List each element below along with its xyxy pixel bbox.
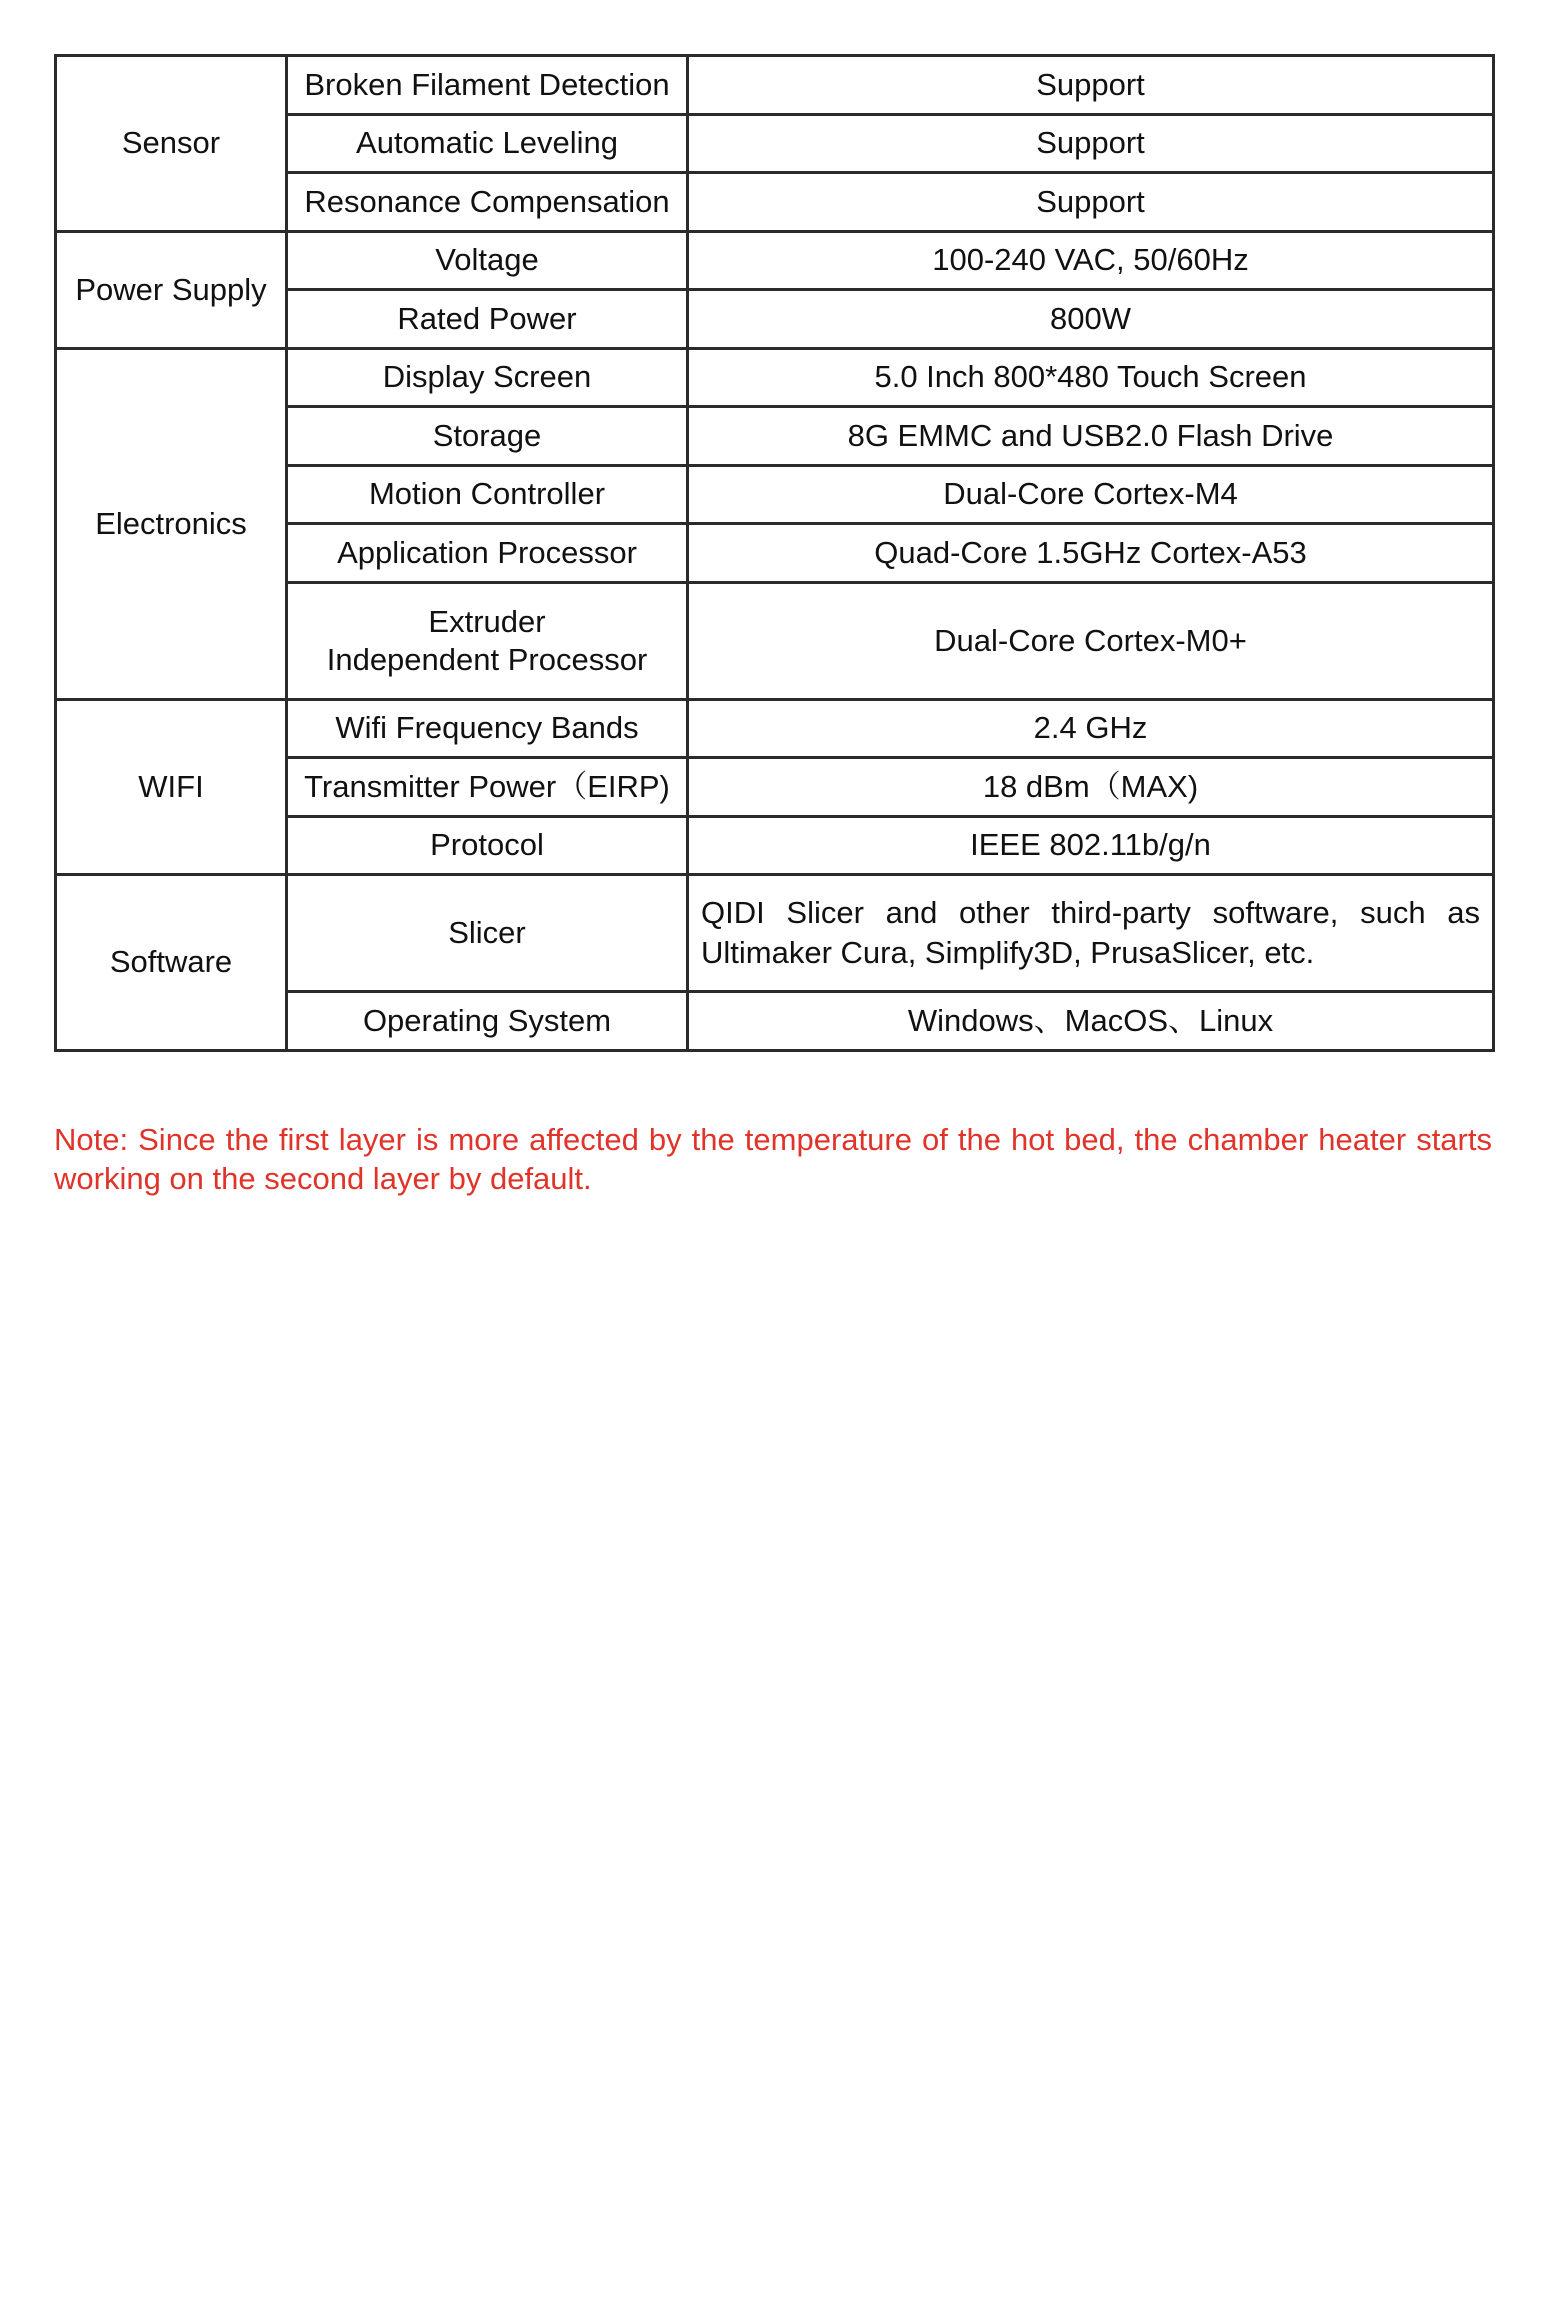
value-display-screen: 5.0 Inch 800*480 Touch Screen xyxy=(688,348,1494,407)
value-broken-filament: Support xyxy=(688,56,1494,115)
table-row xyxy=(56,348,1494,407)
label-display-screen: Display Screen xyxy=(287,348,688,407)
footnote: Note: Since the first layer is more affected by the temperature of the hot bed, the chamber heater starts working on the second layer by default. xyxy=(54,1122,1492,1196)
label-motion-controller: Motion Controller xyxy=(287,465,688,524)
group-electronics: Electronics xyxy=(56,348,287,699)
label-broken-filament: Broken Filament Detection xyxy=(287,56,688,115)
value-rated-power: 800W xyxy=(688,290,1494,349)
label-app-processor: Application Processor xyxy=(287,524,688,583)
value-app-processor: Quad-Core 1.5GHz Cortex-A53 xyxy=(688,524,1494,583)
label-slicer: Slicer xyxy=(287,875,688,992)
label-extruder-processor xyxy=(287,582,688,699)
label-resonance: Resonance Compensation xyxy=(287,173,688,232)
group-power-supply: Power Supply xyxy=(56,231,287,348)
value-protocol: IEEE 802.11b/g/n xyxy=(688,816,1494,875)
group-wifi: WIFI xyxy=(56,699,287,875)
table-row xyxy=(56,231,1494,290)
value-resonance: Support xyxy=(688,173,1494,232)
spec-table xyxy=(54,54,1495,1052)
label-storage: Storage xyxy=(287,407,688,466)
label-rated-power: Rated Power xyxy=(287,290,688,349)
value-transmitter-power: 18 dBm（MAX) xyxy=(688,758,1494,817)
value-os: Windows、MacOS、Linux xyxy=(688,992,1494,1051)
value-slicer: QIDI Slicer and other third-party software, such as Ultimaker Cura, Simplify3D, PrusaSlicer, etc. xyxy=(688,875,1494,992)
table-row xyxy=(56,56,1494,115)
value-wifi-bands: 2.4 GHz xyxy=(688,699,1494,758)
label-protocol: Protocol xyxy=(287,816,688,875)
value-extruder-processor: Dual-Core Cortex-M0+ xyxy=(688,582,1494,699)
label-extruder-line1: Extruder xyxy=(428,603,546,639)
table-row xyxy=(56,699,1494,758)
label-voltage: Voltage xyxy=(287,231,688,290)
label-extruder-line2: Independent Processor xyxy=(326,641,648,677)
value-motion-controller: Dual-Core Cortex-M4 xyxy=(688,465,1494,524)
value-storage: 8G EMMC and USB2.0 Flash Drive xyxy=(688,407,1494,466)
label-wifi-bands: Wifi Frequency Bands xyxy=(287,699,688,758)
label-os: Operating System xyxy=(287,992,688,1051)
value-auto-leveling: Support xyxy=(688,114,1494,173)
group-software: Software xyxy=(56,875,287,1051)
label-transmitter-power: Transmitter Power（EIRP) xyxy=(287,758,688,817)
value-voltage: 100-240 VAC, 50/60Hz xyxy=(688,231,1494,290)
group-sensor: Sensor xyxy=(56,56,287,232)
label-auto-leveling: Automatic Leveling xyxy=(287,114,688,173)
table-row xyxy=(56,875,1494,992)
